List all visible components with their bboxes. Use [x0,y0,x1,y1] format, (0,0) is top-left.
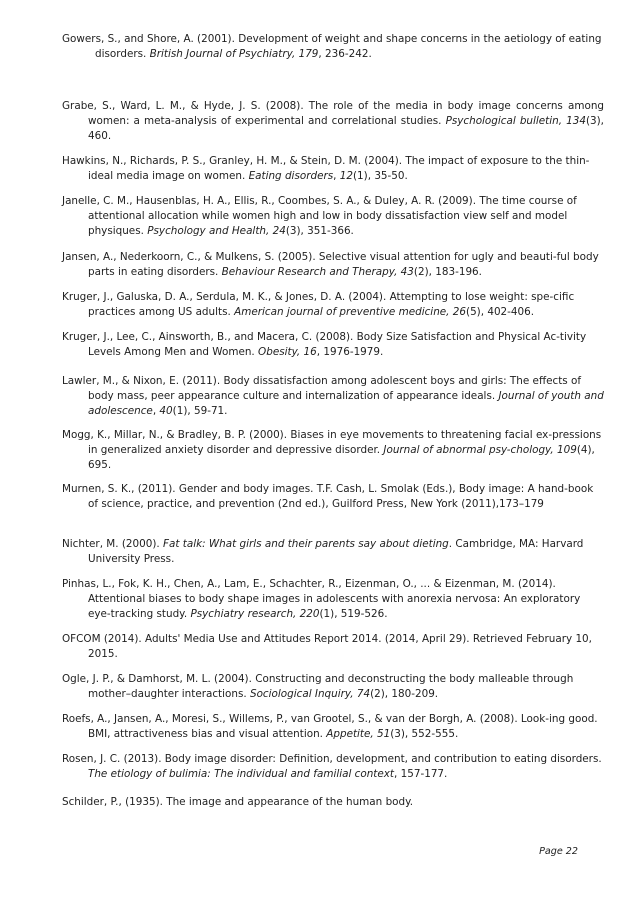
reference-roefs-2008 [62,712,604,742]
reference-text: Grabe, S., Ward, L. M., & Hyde, J. S. (2008). The role of the media in body image concerns among women: a meta-analysis of experimental and correlational studies. [62,100,604,127]
reference-text: (1), 519-526. [319,608,388,620]
reference-ogle-2004 [62,672,604,702]
reference-text: (5), 402-406. [466,306,535,318]
reference-italic-text: Psychology and Health, 24 [147,225,286,237]
reference-text: Gowers, S., and Shore, A. (2001). Development of weight and shape concerns in the aetiology of eating disorders. [62,33,602,60]
reference-text: Janelle, C. M., Hausenblas, H. A., Ellis, R., Coombes, S. A., & Duley, A. R. (2009). The time course of attentional allocation while women high and low in body dissatisfaction view self and model physiques. [62,195,577,237]
reference-grabe-2008 [62,99,604,144]
reference-text: (2), 183-196. [413,266,482,278]
reference-italic-text: American journal of preventive medicine, 26 [234,306,467,318]
reference-italic-text: 12 [339,170,353,182]
reference-italic-text: Journal of abnormal psy-chology, 109 [383,444,577,456]
reference-ofcom-2014 [62,632,604,662]
reference-text: (4), 695. [88,444,595,471]
reference-italic-text: The etiology of bulimia: The individual and familial context [88,768,395,780]
reference-pinhas-2014 [62,577,604,622]
reference-rosen-2013 [62,752,604,782]
reference-text: Ogle, J. P., & Damhorst, M. L. (2004). Constructing and deconstructing the body malleable through mother–daughter interactions. [62,673,574,700]
reference-italic-text: Psychiatry research, 220 [190,608,320,620]
reference-text: Jansen, A., Nederkoorn, C., & Mulkens, S. (2005). Selective visual attention for ugly and beauti-ful body parts in eating disorders. [62,251,599,278]
reference-italic-text: Fat talk: What girls and their parents say about dieting [163,538,449,550]
reference-lawler-2011 [62,374,604,419]
reference-text: Kruger, J., Lee, C., Ainsworth, B., and Macera, C. (2008). Body Size Satisfaction and Physical Ac-tivity Levels Among Men and Women. [62,331,587,358]
reference-text: (2), 180-209. [370,688,439,700]
reference-text: Kruger, J., Galuska, D. A., Serdula, M. K., & Jones, D. A. (2004). Attempting to lose weight: spe-cific practices among US adults. [62,291,575,318]
reference-text: . Cambridge, MA: Harvard University Press. [88,538,584,565]
reference-gowers-2001 [62,32,611,62]
reference-text: (3), 351-366. [285,225,354,237]
reference-jansen-2005 [62,250,604,280]
reference-text: (3), 552-555. [390,728,459,740]
reference-mogg-2000 [62,428,604,473]
reference-italic-text: Sociological Inquiry, 74 [249,688,371,700]
reference-text: (3), 460. [88,115,604,142]
reference-italic-text: Eating disorders [248,170,334,182]
reference-text: , 157-177. [394,768,448,780]
reference-text: Pinhas, L., Fok, K. H., Chen, A., Lam, E., Schachter, R., Eizenman, O., ... & Eizenman, M. (2014). Attentional biases to body shape images in adolescents with anorexia nervosa: An exploratory eye-tracking study. [62,578,581,620]
reference-janelle-2009 [62,194,604,239]
reference-italic-text: Appetite, 51 [326,728,391,740]
reference-text: Schilder, P., (1935). The image and appearance of the human body. [62,796,414,808]
reference-kruger-2008 [62,330,604,360]
reference-italic-text: Psychological bulletin, 134 [445,115,586,127]
reference-italic-text: British Journal of Psychiatry, 179 [149,48,319,60]
reference-italic-text: Journal of youth and adolescence [88,390,604,417]
reference-kruger-2004 [62,290,604,320]
reference-text: (1), 59-71. [172,405,228,417]
reference-text: Hawkins, N., Richards, P. S., Granley, H. M., & Stein, D. M. (2004). The impact of exposure to the thin-ideal media image on women. [62,155,590,182]
reference-nichter-2000 [62,537,604,567]
reference-text: (1), 35-50. [353,170,408,182]
reference-text: Mogg, K., Millar, N., & Bradley, B. P. (2000). Biases in eye movements to threatening facial ex-pressions in generalized anxiety disorder and depressive disorder. [62,429,602,456]
reference-text: Murnen, S. K., (2011). Gender and body images. T.F. Cash, L. Smolak (Eds.), Body image: A hand-book of science, practice, and prevention (2nd ed.), Guilford Press, New York (2011),173–179 [62,483,594,510]
reference-text: Roefs, A., Jansen, A., Moresi, S., Willems, P., van Grootel, S., & van der Borgh, A. (2008). Look-ing good. BMI, attractiveness bias and visual attention. [62,713,598,740]
reference-italic-text: Obesity, 16 [258,346,317,358]
reference-hawkins-2004 [62,154,604,184]
reference-text: , 236-242. [318,48,372,60]
reference-text: OFCOM (2014). Adults' Media Use and Attitudes Report 2014. (2014, April 29). Retrieved February 10, 2015. [62,633,592,660]
reference-text: Rosen, J. C. (2013). Body image disorder: Definition, development, and contribution to eating disorders. [62,753,602,765]
page-number: Page 22 [539,846,578,857]
reference-murnen-2011 [62,482,604,512]
reference-italic-text: Behaviour Research and Therapy, 43 [221,266,414,278]
reference-text: , [152,405,160,417]
reference-schilder-1935 [62,795,604,810]
reference-text: Lawler, M., & Nixon, E. (2011). Body dissatisfaction among adolescent boys and girls: The effects of body mass, peer appearance culture and internalization of appearance ideals. [62,375,582,402]
reference-italic-text: 40 [159,405,173,417]
reference-text: Nichter, M. (2000). [62,538,164,550]
reference-text: , 1976-1979. [316,346,384,358]
reference-text: , [333,170,340,182]
